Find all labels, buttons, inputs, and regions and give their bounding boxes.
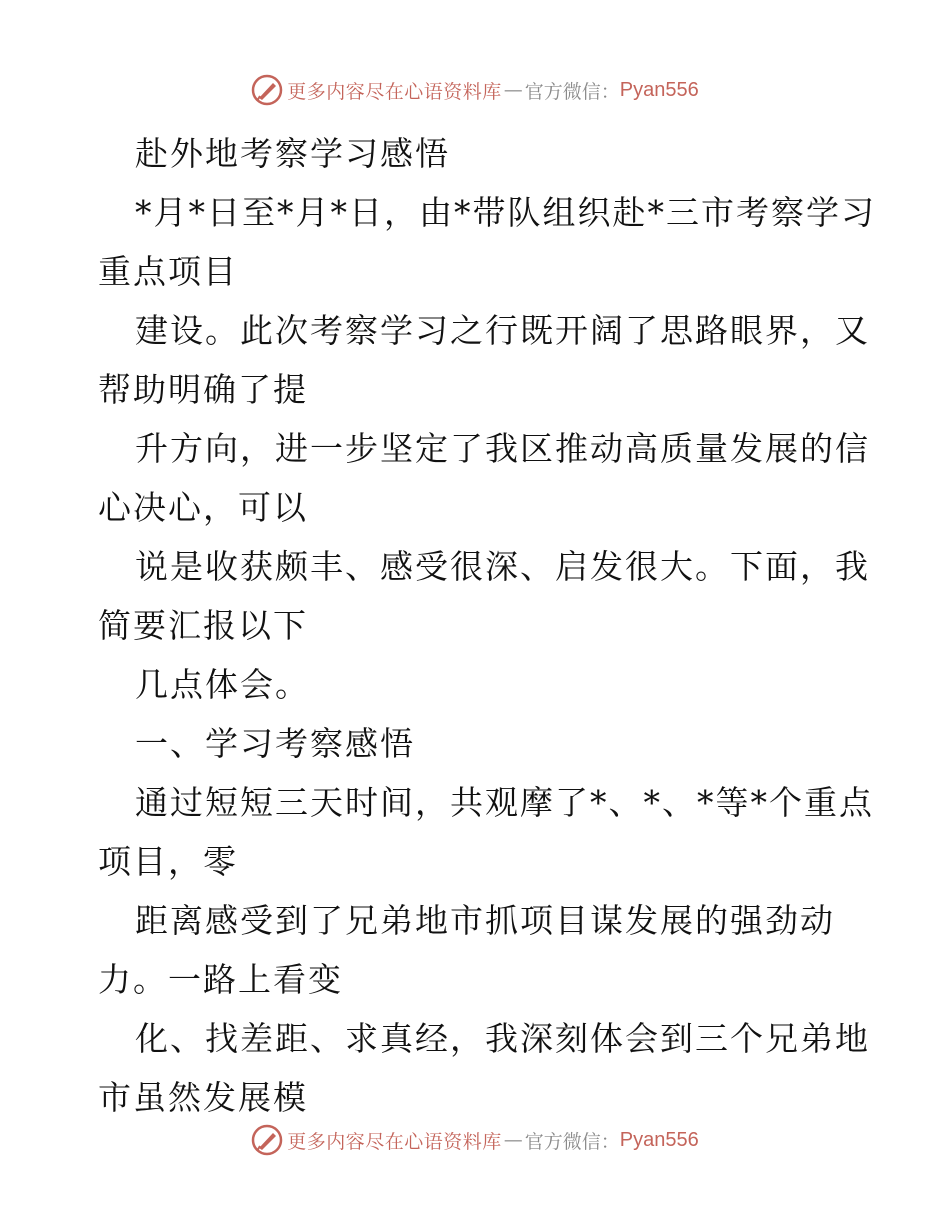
footer-watermark	[0, 1120, 950, 1160]
watermark-dash: —	[503, 79, 523, 101]
text-line: 一、学习考察感悟	[135, 724, 415, 763]
text-line: 赴外地考察学习感悟	[135, 134, 450, 173]
watermark-label: 官方微信：	[524, 80, 620, 103]
watermark-dash: —	[503, 1129, 523, 1151]
text-line: 项目，零	[98, 842, 238, 881]
text-line: 几点体会。	[135, 665, 310, 704]
text-line: *月*日至*月*日，由*带队组织赴*三市考察学习	[135, 193, 876, 232]
watermark-text: 更多内容尽在心语资料库	[287, 80, 502, 103]
quill-pen-logo-icon	[251, 74, 283, 106]
text-line: 升方向，进一步坚定了我区推动高质量发展的信	[135, 429, 870, 468]
text-line: 重点项目	[98, 252, 238, 291]
text-line: 简要汇报以下	[98, 606, 308, 645]
watermark-text: 更多内容尽在心语资料库	[287, 1130, 502, 1153]
text-line: 市虽然发展模	[98, 1078, 308, 1117]
text-line: 建设。此次考察学习之行既开阔了思路眼界，又	[135, 311, 870, 350]
header-watermark	[0, 70, 950, 110]
text-line: 化、找差距、求真经，我深刻体会到三个兄弟地	[135, 1019, 870, 1058]
quill-pen-logo-icon	[251, 1124, 283, 1156]
text-line: 通过短短三天时间，共观摩了*、*、*等*个重点	[135, 783, 874, 822]
text-line: 心决心，可以	[98, 488, 308, 527]
watermark-wechat-id: Pyan556	[619, 1128, 699, 1151]
text-line: 力。一路上看变	[98, 960, 343, 999]
watermark-label: 官方微信：	[524, 1130, 620, 1153]
watermark-wechat-id: Pyan556	[619, 78, 699, 101]
text-line: 说是收获颇丰、感受很深、启发很大。下面，我	[135, 547, 870, 586]
document-body	[98, 124, 876, 1127]
text-line: 距离感受到了兄弟地市抓项目谋发展的强劲动	[135, 901, 835, 940]
text-line: 帮助明确了提	[98, 370, 308, 409]
